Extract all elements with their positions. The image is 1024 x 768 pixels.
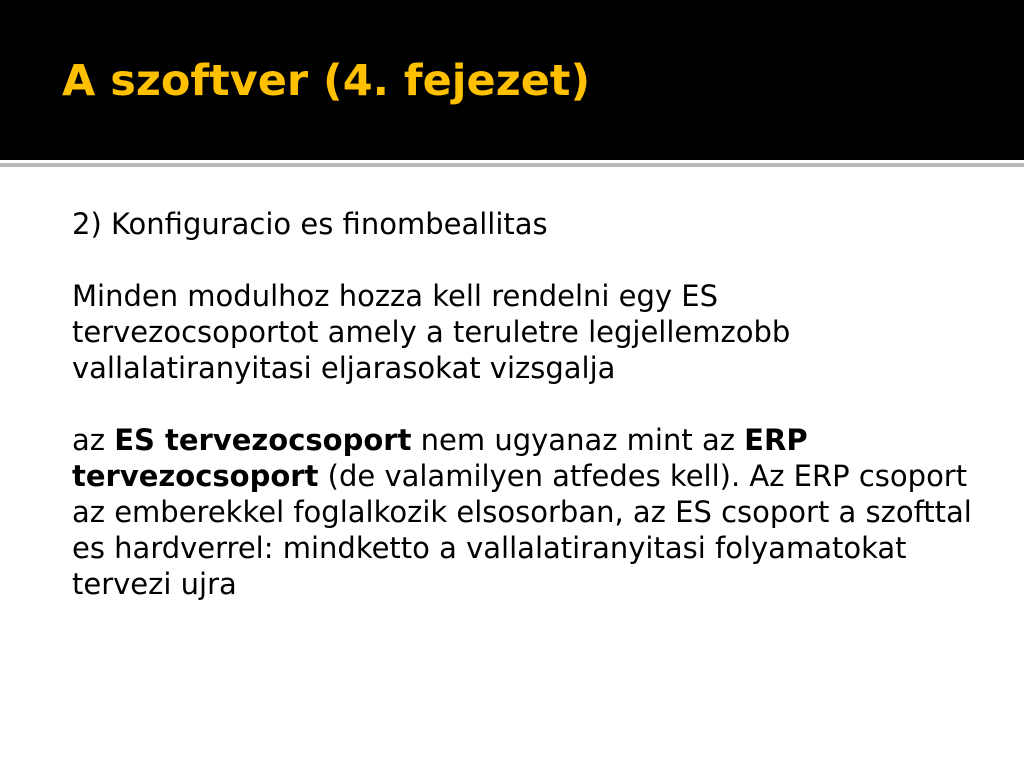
paragraph-groups [72,422,972,602]
paragraph-groups-text-2: nem ugyanaz mint az [411,423,745,457]
slide-body [72,206,972,602]
paragraph-groups-text-1: az [72,423,115,457]
spacer [72,242,972,278]
paragraph-groups-text-3: (de valamilyen atfedes kell). Az ERP csoport az emberekkel foglalkozik elsosorban, az ES csoport a szofttal es hardverrel: mindketto a vallalatiranyitasi folyamatokat tervezi ujra [72,459,972,601]
slide-title: A szoftver (4. fejezet) [62,56,591,106]
title-band [0,0,1024,160]
title-divider [0,163,1024,167]
section-heading: 2) Konfiguracio es finombeallitas [72,207,548,241]
es-group-term: ES tervezocsoport [114,423,412,457]
paragraph-modules: Minden modulhoz hozza kell rendelni egy ES tervezocsoportot amely a teruletre legjellemzobb vallalatiranyitasi eljarasokat vizsgalja [72,279,791,385]
spacer [72,386,972,422]
erp-group-term: ERP tervezocsoport [72,423,808,493]
